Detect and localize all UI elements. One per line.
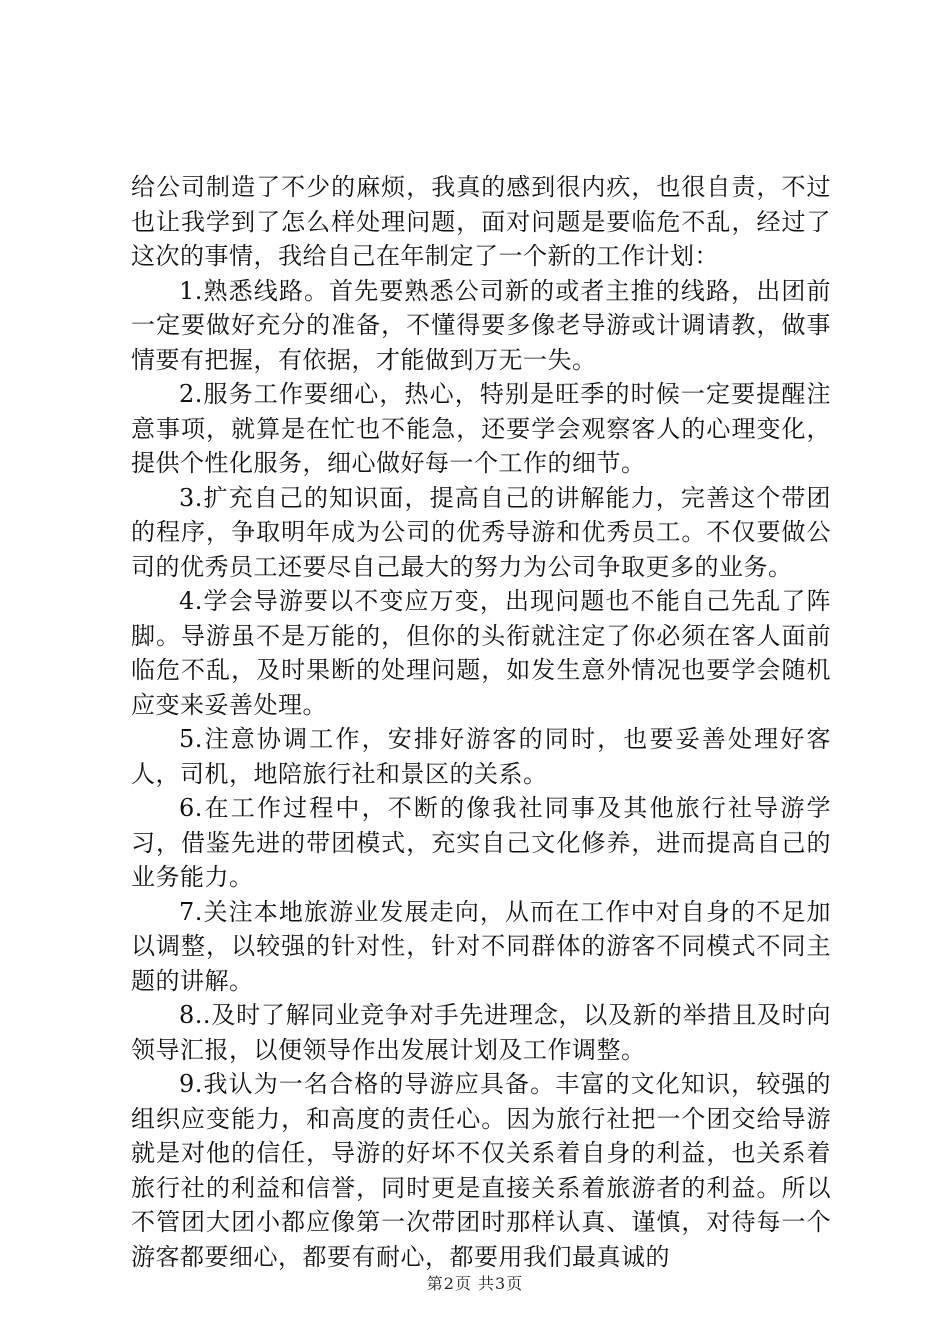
plan-item-2: 2.服务工作要细心，热心，特别是旺季的时候一定要提醒注意事项，就算是在忙也不能急，还要学会观察客人的心理变化，提供个性化服务，细心做好每一个工作的细节。: [131, 380, 831, 477]
plan-item-8: 8..及时了解同业竞争对手先进理念，以及新的举措且及时向领导汇报，以便领导作出发展计划及工作调整。: [131, 1001, 831, 1064]
plan-item-7: 7.关注本地旅游业发展走向，从而在工作中对自身的不足加以调整，以较强的针对性，针对不同群体的游客不同模式不同主题的讲解。: [131, 897, 831, 995]
plan-item-1: 1.熟悉线路。首先要熟悉公司新的或者主推的线路，出团前一定要做好充分的准备，不懂得要多像老导游或计调请教，做事情要有把握，有依据，才能做到万无一失。: [131, 276, 831, 374]
plan-item-6: 6.在工作过程中，不断的像我社同事及其他旅行社导游学习，借鉴先进的带团模式，充实自己文化修养，进而提高自己的业务能力。: [131, 794, 831, 891]
plan-item-5: 5.注意协调工作，安排好游客的同时，也要妥善处理好客人，司机，地陪旅行社和景区的关系。: [131, 725, 831, 788]
plan-item-4: 4.学会导游要以不变应万变，出现问题也不能自己先乱了阵脚。导游虽不是万能的，但你的头衔就注定了你必须在客人面前临危不乱，及时果断的处理问题，如发生意外情况也要学会随机应变来妥善处理。: [131, 587, 831, 719]
plan-item-3: 3.扩充自己的知识面，提高自己的讲解能力，完善这个带团的程序，争取明年成为公司的优秀导游和优秀员工。不仅要做公司的优秀员工还要尽自己最大的努力为公司争取更多的业务。: [131, 483, 831, 581]
document-body: [131, 170, 831, 1274]
page-number-footer: 第2页 共3页: [426, 1274, 524, 1293]
intro-paragraph: 给公司制造了不少的麻烦，我真的感到很内疚，也很自责，不过也让我学到了怎么样处理问题，面对问题是要临危不乱，经过了这次的事情，我给自己在年制定了一个新的工作计划：: [131, 173, 831, 270]
plan-item-9: 9.我认为一名合格的导游应具备。丰富的文化知识，较强的组织应变能力，和高度的责任心。因为旅行社把一个团交给导游就是对他的信任，导游的好坏不仅关系着自身的利益，也关系着旅行社的利益和信誉，同时更是直接关系着旅游者的利益。所以不管团大团小都应像第一次带团时那样认真、谨慎，对待每一个游客都要细心，都要有耐心，都要用我们最真诚的: [131, 1070, 831, 1271]
